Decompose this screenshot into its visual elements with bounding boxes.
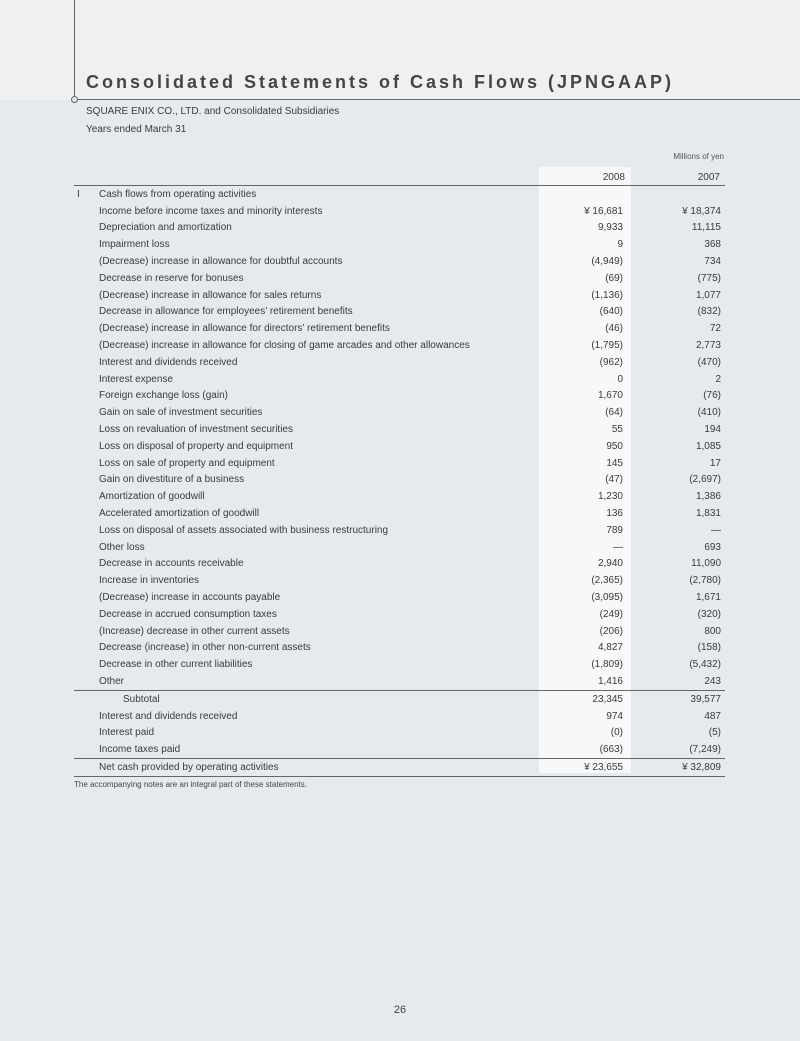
value-2007: (775) (697, 272, 721, 284)
value-2007: (2,697) (689, 474, 721, 486)
value-2008: (962) (599, 356, 623, 368)
value-2008: 1,416 (597, 676, 623, 687)
value-2008: 9 (617, 239, 623, 251)
value-2007: (320) (697, 608, 721, 620)
row-label: Gain on divestiture of a business (99, 474, 245, 486)
row-label: Interest and dividends received (99, 356, 238, 368)
value-2008: 0 (617, 373, 623, 385)
value-2007: 194 (704, 424, 721, 436)
value-2008: 9,933 (597, 222, 623, 234)
value-2008: ¥ 16,681 (584, 205, 623, 217)
value-2008: 136 (606, 508, 623, 520)
table-row (74, 421, 725, 438)
table-row (74, 337, 725, 354)
value-2007: — (711, 524, 721, 536)
value-2007: 2,773 (695, 340, 721, 352)
value-2007: 17 (709, 457, 721, 469)
table-row (74, 270, 725, 287)
page-number: 26 (393, 1004, 407, 1016)
row-label: Decrease in accounts receivable (99, 558, 244, 570)
row-label: Loss on disposal of property and equipment (99, 440, 294, 452)
value-2007: 11,090 (691, 558, 721, 570)
table-row (74, 236, 725, 253)
row-label: Loss on sale of property and equipment (99, 457, 275, 469)
value-2007: 1,671 (695, 592, 721, 604)
table-row (74, 522, 725, 539)
table-row (74, 354, 725, 371)
row-label: Foreign exchange loss (gain) (99, 390, 228, 402)
value-2007: 734 (704, 256, 721, 268)
table-row (74, 320, 725, 337)
row-label: (Decrease) increase in allowance for closing of game arcades and other allowances (99, 340, 470, 352)
table-row (74, 640, 725, 657)
page-title: Consolidated Statements of Cash Flows (JPNGAAP) (86, 72, 675, 92)
table-row (74, 287, 725, 304)
section-label: Cash flows from operating activities (99, 188, 257, 200)
row-label: (Decrease) increase in allowance for doubtful accounts (99, 256, 343, 268)
value-2008: (1,809) (591, 659, 623, 671)
footnote: The accompanying notes are an integral part of these statements. (74, 780, 308, 789)
value-2008: (2,365) (591, 575, 623, 587)
value-2008: 1,230 (597, 491, 623, 503)
row-label: (Decrease) increase in accounts payable (99, 592, 281, 604)
row-label: Decrease in allowance for employees’ retirement benefits (99, 306, 353, 318)
row-label: Amortization of goodwill (99, 491, 205, 503)
table-row (74, 708, 725, 725)
table-row (74, 488, 725, 505)
value-2007: 1,831 (695, 508, 721, 520)
value-2007: 487 (704, 710, 721, 722)
row-label: Other (99, 676, 125, 687)
value-2008: 974 (606, 710, 623, 722)
table-row (74, 505, 725, 522)
value-2007: (7,249) (689, 744, 721, 756)
row-label: Net cash provided by operating activities (99, 761, 279, 773)
value-2007: 693 (704, 541, 721, 553)
table-row (74, 304, 725, 321)
table-row (74, 203, 725, 220)
value-2008: (640) (599, 306, 623, 318)
row-label: (Decrease) increase in allowance for directors’ retirement benefits (99, 323, 390, 335)
table-row (74, 656, 725, 673)
table-row (74, 388, 725, 405)
row-label: Subtotal (123, 693, 160, 705)
table-row (74, 455, 725, 472)
value-2008: (4,949) (591, 256, 623, 268)
table-row (74, 539, 725, 556)
row-label: Decrease in other current liabilities (99, 659, 253, 671)
value-2007: 243 (704, 676, 721, 687)
row-label: Interest paid (99, 727, 155, 739)
value-2008: 55 (611, 424, 623, 436)
value-2007: 72 (709, 323, 721, 335)
value-2007: ¥ 32,809 (682, 761, 721, 773)
value-2008: 789 (606, 524, 623, 536)
row-label: Income taxes paid (99, 744, 181, 756)
value-2007: (76) (703, 390, 721, 402)
value-2007: (470) (697, 356, 721, 368)
value-2008: 145 (606, 457, 623, 469)
year-header-2008: 2008 (602, 172, 625, 183)
row-label: Loss on revaluation of investment securities (99, 424, 293, 436)
value-2008: (249) (599, 608, 623, 620)
table-row (74, 572, 725, 589)
rule-corner-dot (71, 96, 78, 103)
value-2007: (158) (697, 642, 721, 654)
table-row (74, 556, 725, 573)
row-label: Interest and dividends received (99, 710, 238, 722)
row-label: Gain on sale of investment securities (99, 407, 263, 419)
value-2008: (663) (599, 744, 623, 756)
value-2008: (1,136) (591, 289, 623, 301)
value-2007: ¥ 18,374 (682, 205, 721, 217)
row-label: Impairment loss (99, 239, 170, 251)
value-2008: 23,345 (592, 693, 623, 705)
value-2008: (64) (605, 407, 623, 419)
table-row (74, 404, 725, 421)
row-label: Decrease (increase) in other non-current assets (99, 642, 311, 654)
table-row (74, 623, 725, 640)
value-2008: 2,940 (597, 558, 623, 570)
table-row (74, 438, 725, 455)
row-label: (Decrease) increase in allowance for sales returns (99, 289, 322, 301)
value-2008: 950 (606, 440, 623, 452)
table-row (74, 606, 725, 623)
row-label: Decrease in accrued consumption taxes (99, 608, 277, 620)
value-2008: 1,670 (597, 390, 623, 402)
value-2008: (0) (610, 727, 623, 739)
value-2008: (47) (605, 474, 623, 486)
row-label: Loss on disposal of assets associated with business restructuring (99, 524, 389, 536)
value-2008: (69) (605, 272, 623, 284)
value-2007: 1,386 (695, 491, 721, 503)
header-vertical-rule (74, 0, 75, 100)
value-2007: 39,577 (690, 693, 721, 705)
row-label: Accelerated amortization of goodwill (99, 508, 260, 520)
value-2007: (832) (697, 306, 721, 318)
units-label: Millions of yen (673, 152, 724, 161)
row-label: Decrease in reserve for bonuses (99, 272, 244, 284)
section-roman: I (77, 188, 80, 200)
value-2008: (46) (605, 323, 623, 335)
value-2008: 4,827 (597, 642, 623, 654)
value-2007: 2 (715, 373, 721, 385)
table-row (74, 725, 725, 742)
table-row (74, 220, 725, 237)
table-row (74, 371, 725, 388)
value-2007: 1,077 (695, 289, 721, 301)
table-row (74, 741, 725, 758)
cash-flow-table (74, 185, 725, 777)
net-cash-row (74, 759, 725, 777)
row-label: Income before income taxes and minority interests (99, 205, 323, 217)
row-label: (Increase) decrease in other current assets (99, 625, 290, 637)
table-row (74, 472, 725, 489)
row-label: Interest expense (99, 373, 173, 385)
value-2007: (5,432) (689, 659, 721, 671)
company-name: SQUARE ENIX CO., LTD. and Consolidated Subsidiaries (86, 106, 340, 117)
header-horizontal-rule (74, 99, 800, 100)
value-2008: (3,095) (591, 592, 623, 604)
value-2007: 11,115 (691, 222, 721, 234)
table-row (74, 673, 725, 690)
value-2007: 1,085 (695, 440, 721, 452)
value-2008: — (613, 541, 623, 553)
value-2007: (5) (708, 727, 721, 739)
row-label: Increase in inventories (99, 575, 200, 587)
row-label: Other loss (99, 541, 145, 553)
value-2008: (206) (599, 625, 623, 637)
table-row (74, 253, 725, 270)
value-2008: (1,795) (591, 340, 623, 352)
table-row (74, 589, 725, 606)
period-label: Years ended March 31 (86, 124, 187, 135)
value-2008: ¥ 23,655 (584, 761, 623, 773)
value-2007: (410) (697, 407, 721, 419)
subtotal-row (74, 690, 725, 707)
row-label: Depreciation and amortization (99, 222, 232, 234)
section-header-row (74, 186, 725, 203)
value-2007: 800 (704, 625, 721, 637)
value-2007: 368 (704, 239, 721, 251)
value-2007: (2,780) (689, 575, 721, 587)
year-header-2007: 2007 (697, 172, 720, 183)
